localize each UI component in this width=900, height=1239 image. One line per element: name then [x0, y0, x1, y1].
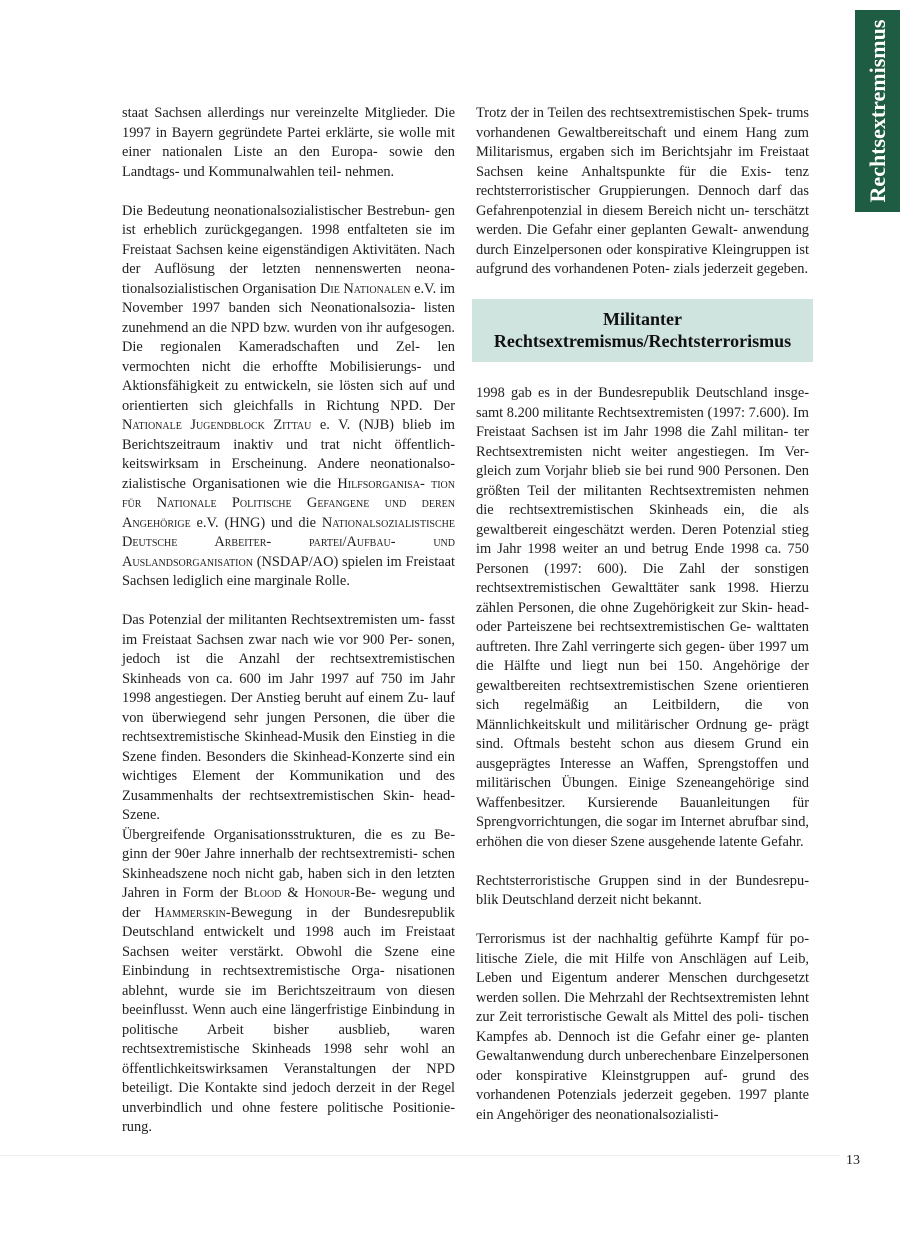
paragraph: staat Sachsen allerdings nur vereinzelte Mitglieder. Die 1997 in Bayern gegründete Partei erklärte, sie wolle mit einer nationalen Liste an den Europa- sowie den Landtags- und Kommunalwahlen teil- nehmen. — [122, 105, 455, 180]
page-number: 13 — [846, 1153, 860, 1168]
text-run: (NSDAP/AO) spielen im Freistaat Sachsen lediglich eine marginale Rolle. — [122, 553, 455, 589]
paragraph — [122, 202, 455, 592]
section-heading — [472, 299, 813, 362]
organisation-name: Hilfsorganisa- tion für Nationale Politische Gefangene und deren Angehörige — [122, 475, 455, 531]
organisation-name: Nationalsozialistische Deutsche Arbeiter- partei/Aufbau- und Auslandsorganisation — [122, 514, 455, 570]
text-run: -Bewegung in der Bundesrepublik Deutschland entwickelt und 1998 auch im Freistaat Sachsen weiter verstärkt. Obwohl die Szene eine Einbindung in rechtsextremistische Orga- nisationen ablehnt, wurde sie im Berichtszeitraum von diesen beeinflusst. Wenn auch eine längerfristige Einbindung in politische Arbeit bisher ausblieb, waren rechtsextremistische Skinheads 1998 sehr wohl an öffentlichkeitswirksamen Veranstaltungen der NPD beteiligt. Die Kontakte sind jedoch derzeit in der Regel unverbindlich und ohne festere politische Positionie- rung. — [122, 904, 455, 1135]
organisation-name: Hammerskin — [154, 904, 226, 921]
organisation-name: Die Nationalen — [319, 280, 411, 297]
text-run: Übergreifende Organisationsstrukturen, die es zu Be- ginn der 90er Jahre innerhalb der rechtsextremisti- schen Skinheadszene noch nicht gab, haben sich in den letzten Jahren in Form der — [122, 826, 455, 901]
text-run: e.V. (HNG) und die — [190, 514, 322, 531]
text-run: e.V. im November 1997 banden sich Neonationalsozia- listen zunehmend an die NPD bzw. wurden von ihr aufgesogen. Die regionalen Kameradschaften und Zel- len vermochten nicht die erhoffte Mobilisierungs- und Aktionsfähigkeit zu entwickeln, sie lösten sich auf und orientierten sich gleichfalls in Richtung NPD. Der — [122, 280, 455, 414]
paragraph: Terrorismus ist der nachhaltig geführte Kampf für po- litische Ziele, die mit Hilfe von Anschlägen auf Leib, Leben und Eigentum anderer Menschen durchgesetzt werden sollen. Die Mehrzahl der Rechtsextremisten lehnt zur Zeit terroristische Gewalt als Mittel des poli- tischen Kampfes ab. Dennoch ist die Gefahr einer ge- planten Gewaltanwendung durch unberechenbare Einzelpersonen oder konspirative Kleinstgruppen auf- grund des vorhandenen Potenzials jederzeit gegeben. 1997 plante ein Angehöriger des neonationalsozialisti- — [476, 931, 809, 1123]
paragraph: Rechtsterroristische Gruppen sind in der Bundesrepu- blik Deutschland derzeit nicht bekannt. — [476, 872, 809, 908]
paragraph: Trotz der in Teilen des rechtsextremistischen Spek- trums vorhandenen Gewaltbereitschaft und einem Hang zum Militarismus, ergaben sich im Berichtsjahr im Freistaat Sachsen keine Anhaltspunkte für die Exis- tenz rechtsterroristischer Gruppierungen. Dennoch darf das Gefahrenpotenzial in diesem Bereich nicht un- terschätzt werden. Die Gefahr einer geplanten Gewalt- anwendung durch Einzelpersonen oder konspirative Kleingruppen ist aufgrund des vorhandenen Poten- zials jederzeit gegeben. — [476, 105, 809, 277]
text-run: Die Bedeutung neonationalsozialistischer Bestrebun- gen ist erheblich zurückgegangen. 1998 entfalteten sie im Freistaat Sachsen keine eigenständigen Aktivitäten. Nach der Auflösung der letzten nennenswerten neona- tionalsozialistischen Organisation — [122, 202, 455, 297]
right-column — [476, 104, 809, 1145]
organisation-name: Blood & Honour — [244, 885, 351, 901]
paragraph — [122, 826, 455, 1138]
paragraph: 1998 gab es in der Bundesrepublik Deutschland insge- samt 8.200 militante Rechtsextremisten (1997: 7.600). Im Freistaat Sachsen ist im Jahr 1998 die Zahl militan- ter Rechtsextremisten nicht weiter angestiegen. Im Ver- gleich zum Vorjahr blieb sie bei rund 900 Personen. Den größten Teil der militanten Rechtsextremisten nehmen die rechtsextremistischen Skinheads ein, die als gewaltbereit eingeschätzt werden. Deren Potenzial stieg im Jahr 1998 weiter an und betrug Ende 1998 ca. 750 Personen (1997: 600). Die Zahl der sonstigen rechtsextremistischen Gewalttäter sank 1998. Hierzu zählen Personen, die ohne Zugehörigkeit zur Skin- head- oder Parteiszene bei rechtsextremistischen Ge- walttaten auftreten. Ihre Zahl verringerte sich gegen- über 1997 um die Hälfte und liegt nun bei 150. Angehörige der gewaltbereiten rechtsextremistischen Szene orientieren sich regelmäßig an Leitbildern, die von Männlichkeitskult und militärischer Ordnung ge- prägt sind. Oftmals besteht schon aus diesem Grund ein ausgeprägtes Interesse an Waffen, Sprengstoffen und militärischen Übungen. Einige Szeneangehörige sind Waffenbesitzer. Kursierende Bauanleitungen für Sprengvorrichtungen, die sogar im Internet abrufbar sind, erhöhen die von dieser Szene ausgehende latente Gefahr. — [476, 385, 809, 850]
left-column — [122, 104, 455, 1157]
chapter-tab — [855, 10, 900, 212]
paragraph: Das Potenzial der militanten Rechtsextremisten um- fasst im Freistaat Sachsen zwar nach wie vor 900 Per- sonen, jedoch ist die Anzahl der rechtsextremistischen Skinheads von ca. 600 im Jahr 1997 auf 750 im Jahr 1998 angestiegen. Der Anstieg beruht auf einem Zu- lauf von überwiegend sehr jungen Personen, die über die rechtsextremistische Skinhead-Musik den Einstieg in die Szene finden. Besonders die Skinhead-Konzerte sind ein wichtiges Element der Kommunikation und des Zusammenhalts der rechtsextremistischen Skin- head-Szene. — [122, 612, 455, 823]
text-run: -Be- wegung und der — [122, 885, 455, 921]
text-run: e. V. (NJB) blieb im Berichtszeitraum inaktiv und trat nicht öffentlich- keitswirksam in Erscheinung. Andere neonationalso- zialistische Organisationen wie die — [122, 417, 455, 492]
organisation-name: Nationale Jugendblock Zittau — [122, 417, 312, 433]
section-heading-line: Rechtsextremismus/Rechtsterrorismus — [493, 331, 792, 351]
section-heading-line: Militanter — [603, 309, 682, 329]
chapter-tab-label: Rechtsextremismus — [865, 19, 890, 203]
footer-rule — [0, 1155, 840, 1156]
